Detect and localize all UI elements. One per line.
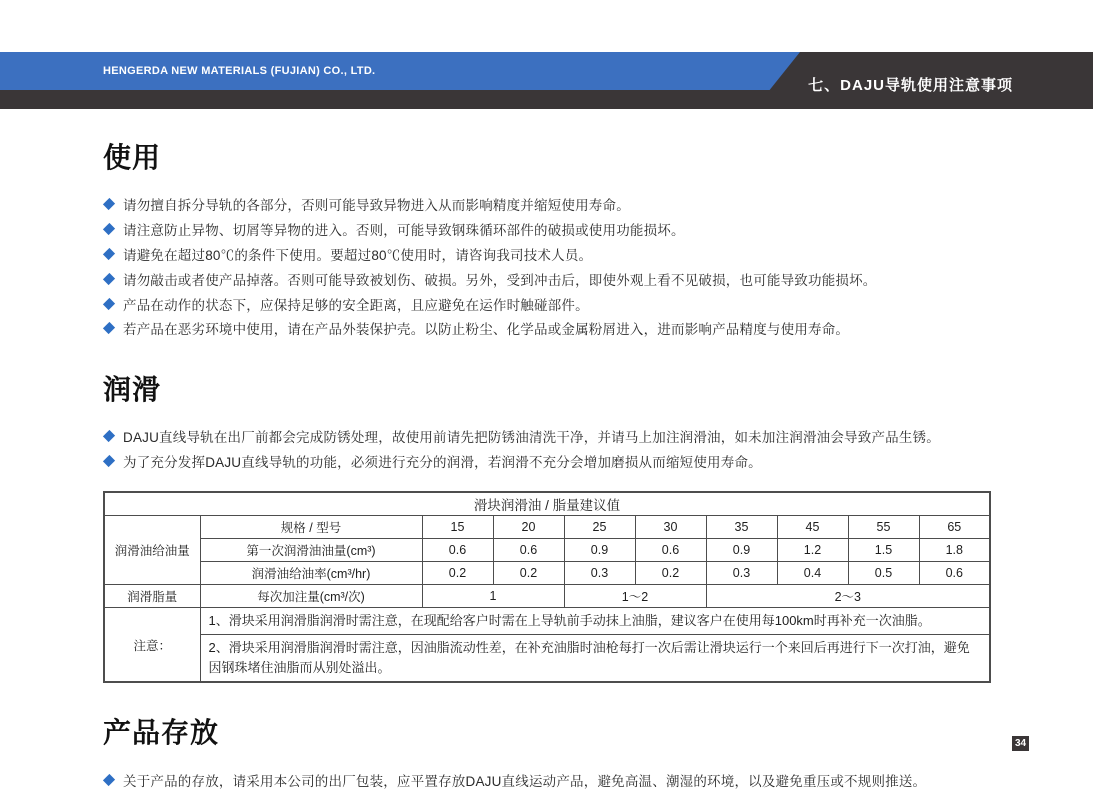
diamond-bullet-icon [103,198,115,210]
list-item [103,767,995,792]
table-cell: 65 [919,516,990,539]
bullet-text: 产品在动作的状态下，应保持足够的安全距离，且应避免在运作时触碰部件。 [123,297,589,313]
diamond-bullet-icon [103,248,115,260]
note-text: 2、滑块采用润滑脂润滑时需注意，因油脂流动性差，在补充油脂时油枪每打一次后需让滑块运行一个来回后再进行下一次打油，避免因钢珠堵住油脂而从别处溢出。 [200,635,990,683]
table-cell: 30 [635,516,706,539]
table-cell: 0.9 [706,539,777,562]
list-item [103,316,995,341]
section-title-usage: 使用 [103,142,162,173]
list-item [103,291,995,316]
table-row [104,516,990,539]
table-cell: 1.2 [777,539,848,562]
row-label: 第一次润滑油油量(cm³) [200,539,422,562]
page-content [103,110,995,792]
list-item [103,192,995,217]
note-text: 1、滑块采用润滑脂润滑时需注意，在现配给客户时需在上导轨前手动抹上油脂，建议客户在使用每100km时再补充一次油脂。 [200,608,990,635]
table-cell: 45 [777,516,848,539]
diamond-bullet-icon [103,297,115,309]
bullet-text: 若产品在恶劣环境中使用，请在产品外装保护壳。以防止粉尘、化学品或金属粉屑进入，进而影响产品精度与使用寿命。 [123,322,850,338]
group-label-oil: 润滑油给油量 [104,516,200,585]
table-cell: 35 [706,516,777,539]
diamond-bullet-icon [103,430,115,442]
note-label: 注意： [104,608,200,683]
bullet-text: 请避免在超过80℃的条件下使用。要超过80℃使用时，请咨询我司技术人员。 [123,247,593,263]
bullet-text: 请勿擅自拆分导轨的各部分，否则可能导致异物进入从而影响精度并缩短使用寿命。 [123,198,630,214]
storage-bullet-list [103,767,995,792]
table-row [104,492,990,516]
diamond-bullet-icon [103,322,115,334]
table-cell: 0.9 [564,539,635,562]
diamond-bullet-icon [103,455,115,467]
diamond-bullet-icon [103,223,115,235]
table-row [104,539,990,562]
table-cell: 1 [422,585,564,608]
table-cell: 1.8 [919,539,990,562]
row-label: 润滑油给油率(cm³/hr) [200,562,422,585]
table-cell: 2～3 [706,585,990,608]
table-cell: 0.2 [422,562,493,585]
diamond-bullet-icon [103,774,115,786]
table-row [104,585,990,608]
table-cell: 20 [493,516,564,539]
table-cell: 1～2 [564,585,706,608]
table-row [104,608,990,635]
list-item [103,424,995,449]
table-row [104,635,990,683]
table-cell: 1.5 [848,539,919,562]
table-cell: 0.5 [848,562,919,585]
table-cell: 0.2 [635,562,706,585]
list-item [103,242,995,267]
table-cell: 25 [564,516,635,539]
table-cell: 0.3 [706,562,777,585]
table-cell: 0.6 [493,539,564,562]
chapter-title: 七、DAJU导轨使用注意事项 [808,77,1013,94]
page-number-badge: 34 [1012,736,1029,751]
list-item [103,217,995,242]
diamond-bullet-icon [103,273,115,285]
bullet-text: 为了充分发挥DAJU直线导轨的功能，必须进行充分的润滑，若润滑不充分会增加磨损从而缩短使用寿命。 [123,454,762,470]
group-label-grease: 润滑脂量 [104,585,200,608]
lubrication-table [103,491,991,683]
lubrication-bullet-list [103,424,995,474]
table-cell: 0.2 [493,562,564,585]
bullet-text: 请注意防止异物、切屑等异物的进入。否则，可能导致钢珠循环部件的破损或使用功能损坏。 [123,223,685,239]
bullet-text: DAJU直线导轨在出厂前都会完成防锈处理，故使用前请先把防锈油清洗干净，并请马上加注润滑油，如未加注润滑油会导致产品生锈。 [123,430,940,446]
table-cell: 0.3 [564,562,635,585]
list-item [103,266,995,291]
table-title: 滑块润滑油 / 脂量建议值 [104,492,990,516]
bullet-text: 请勿敲击或者使产品掉落。否则可能导致被划伤、破损。另外，受到冲击后，即使外观上看不见破损，也可能导致功能损坏。 [123,272,877,288]
list-item [103,449,995,474]
row-label: 规格 / 型号 [200,516,422,539]
bullet-text: 关于产品的存放，请采用本公司的出厂包装，应平置存放DAJU直线运动产品，避免高温、潮湿的环境，以及避免重压或不规则推送。 [123,773,927,789]
row-label: 每次加注量(cm³/次) [200,585,422,608]
section-title-storage: 产品存放 [103,717,220,749]
table-cell: 55 [848,516,919,539]
table-cell: 0.4 [777,562,848,585]
table-cell: 0.6 [635,539,706,562]
company-name: HENGERDA NEW MATERIALS (FUJIAN) CO., LTD. [103,65,376,77]
table-cell: 15 [422,516,493,539]
table-cell: 0.6 [919,562,990,585]
section-title-lubrication: 润滑 [103,373,162,405]
table-cell: 0.6 [422,539,493,562]
table-row [104,562,990,585]
usage-bullet-list [103,192,995,341]
